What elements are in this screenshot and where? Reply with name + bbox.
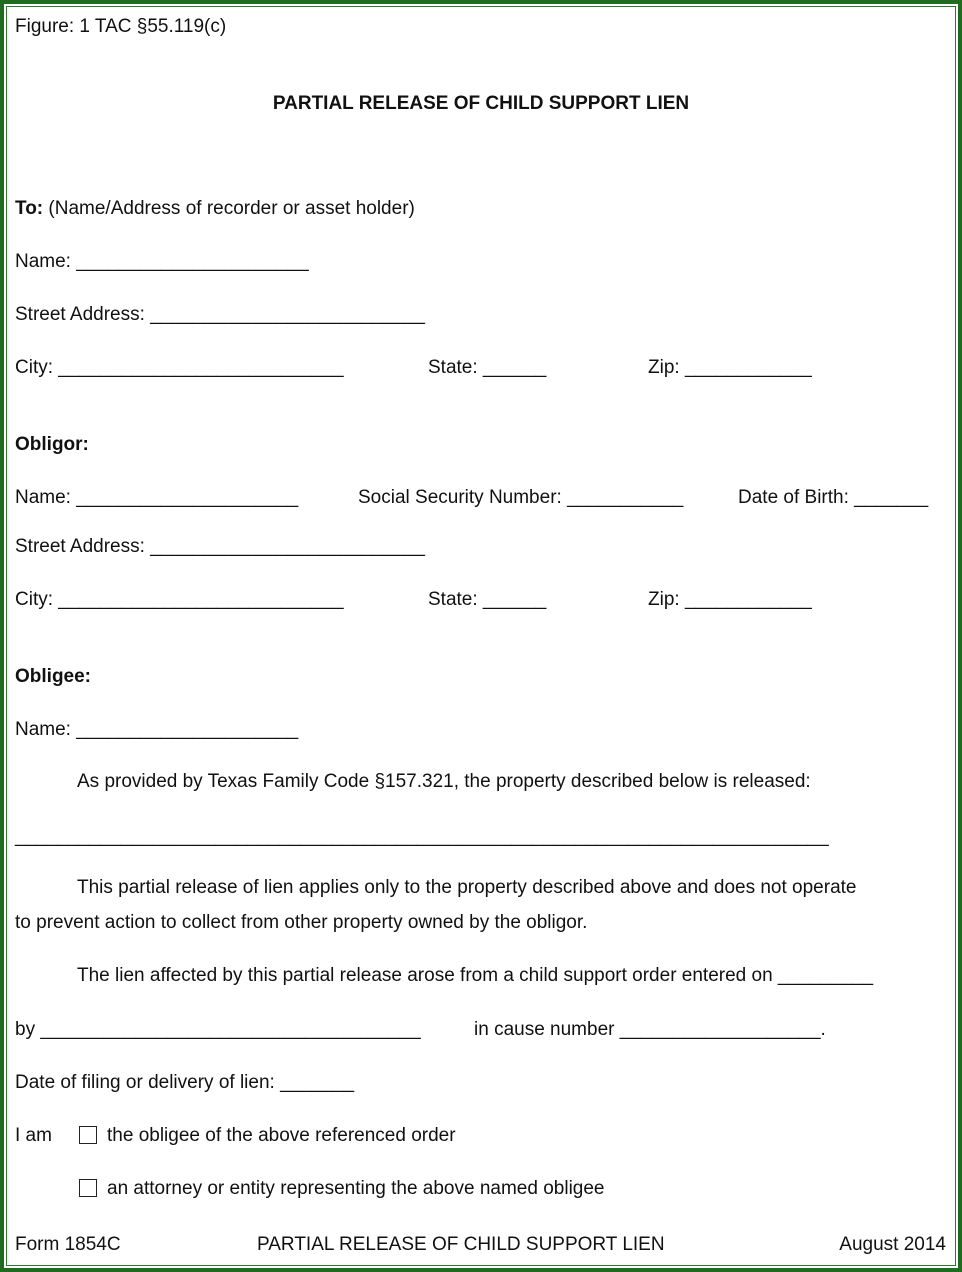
to-label: To: — [15, 198, 44, 219]
recorder-state-field[interactable]: State: ______ — [428, 357, 547, 378]
to-line — [15, 198, 415, 220]
obligor-name-field[interactable]: Name: _____________________ — [15, 487, 299, 508]
order-text-line1[interactable]: The lien affected by this partial release arose from a child support order entered on _________ — [77, 965, 874, 986]
order-by-field[interactable]: by ____________________________________ — [15, 1019, 421, 1040]
obligor-dob-field[interactable]: Date of Birth: _______ — [738, 487, 929, 508]
obligee-heading: Obligee: — [15, 666, 92, 687]
obligee-option-label: the obligee of the above referenced order — [107, 1125, 456, 1146]
footer-date: August 2014 — [839, 1234, 946, 1255]
obligee-checkbox[interactable] — [79, 1126, 97, 1144]
recorder-zip-field[interactable]: Zip: ____________ — [648, 357, 812, 378]
recorder-city-field[interactable]: City: ___________________________ — [15, 357, 344, 378]
footer-title: PARTIAL RELEASE OF CHILD SUPPORT LIEN — [257, 1234, 665, 1255]
obligor-heading: Obligor: — [15, 434, 89, 455]
to-note: (Name/Address of recorder or asset holder) — [48, 198, 415, 219]
i-am-label: I am — [15, 1125, 52, 1146]
form-title: PARTIAL RELEASE OF CHILD SUPPORT LIEN — [272, 93, 690, 114]
obligee-name-field[interactable]: Name: _____________________ — [15, 719, 299, 740]
attorney-checkbox[interactable] — [79, 1179, 97, 1197]
obligor-city-field[interactable]: City: ___________________________ — [15, 589, 344, 610]
cause-number-field[interactable]: in cause number ___________________. — [474, 1019, 826, 1040]
obligor-street-field[interactable]: Street Address: __________________________ — [15, 536, 425, 557]
filing-date-field[interactable]: Date of filing or delivery of lien: _______ — [15, 1072, 355, 1093]
property-description-field[interactable]: _____________________________________________________________________________ — [15, 826, 829, 847]
obligor-zip-field[interactable]: Zip: ____________ — [648, 589, 812, 610]
release-text-line2: to prevent action to collect from other property owned by the obligor. — [15, 912, 588, 933]
provision-text: As provided by Texas Family Code §157.321, the property described below is released: — [77, 771, 811, 792]
release-text-line1: This partial release of lien applies only to the property described above and does not operate — [77, 877, 857, 898]
recorder-street-field[interactable]: Street Address: __________________________ — [15, 304, 425, 325]
footer-form-number: Form 1854C — [15, 1234, 121, 1255]
figure-reference: Figure: 1 TAC §55.119(c) — [15, 16, 227, 37]
recorder-name-field[interactable]: Name: ______________________ — [15, 251, 309, 272]
obligor-state-field[interactable]: State: ______ — [428, 589, 547, 610]
attorney-option-label: an attorney or entity representing the above named obligee — [107, 1178, 605, 1199]
obligor-ssn-field[interactable]: Social Security Number: ___________ — [358, 487, 684, 508]
